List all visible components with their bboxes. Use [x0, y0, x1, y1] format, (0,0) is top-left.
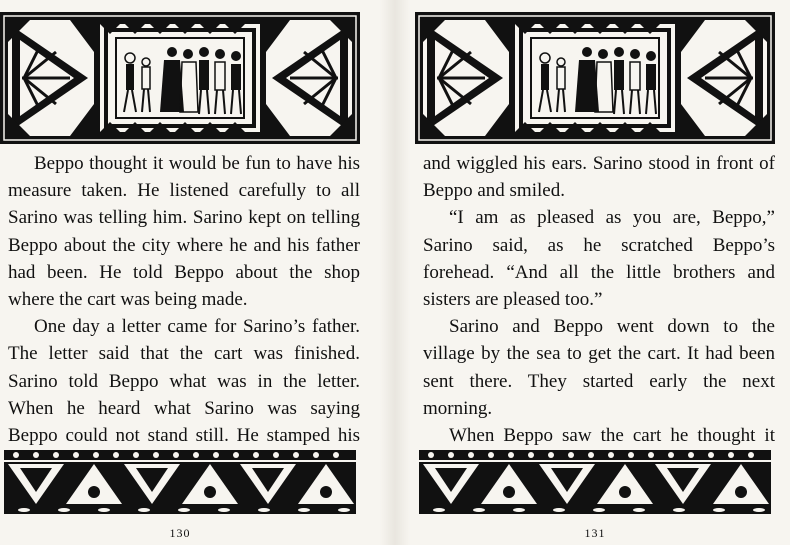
right-page	[415, 0, 790, 545]
footer-ornament	[419, 448, 771, 516]
header-illustration	[415, 12, 775, 144]
page-number: 131	[584, 526, 606, 540]
paragraph: “I am as pleased as you are, Beppo,” Sarino said, as he scratched Beppo’s forehead. “And all the little brothers and sisters are pleased too.”	[423, 207, 775, 311]
paragraph: When Beppo saw the cart he thought it	[449, 425, 775, 447]
page-number: 130	[169, 526, 191, 540]
paragraph: Sarino and Beppo went down to the village by the sea to get the cart. It had been sent there. They started early the next morning.	[423, 316, 775, 419]
left-page-text	[8, 150, 360, 476]
footer-ornament	[4, 448, 356, 516]
right-page-text	[423, 150, 775, 476]
header-illustration	[0, 12, 360, 144]
book-gutter	[380, 0, 410, 545]
paragraph: One day a letter came for Sarino’s father. The letter said that the cart was finished. Sarino told Beppo what was in the letter. When he heard what Sarino was saying Beppo could not stand still. He stamped his	[8, 316, 360, 447]
paragraph: and wiggled his ears. Sarino stood in front of Beppo and smiled.	[423, 153, 775, 202]
paragraph: Beppo thought it would be fun to have his measure taken. He listened carefully to all Sarino was telling him. Sarino kept on telling Beppo about the city where he and his father had been. He told Beppo about the shop where the cart was being made.	[8, 153, 360, 311]
left-page	[0, 0, 375, 545]
